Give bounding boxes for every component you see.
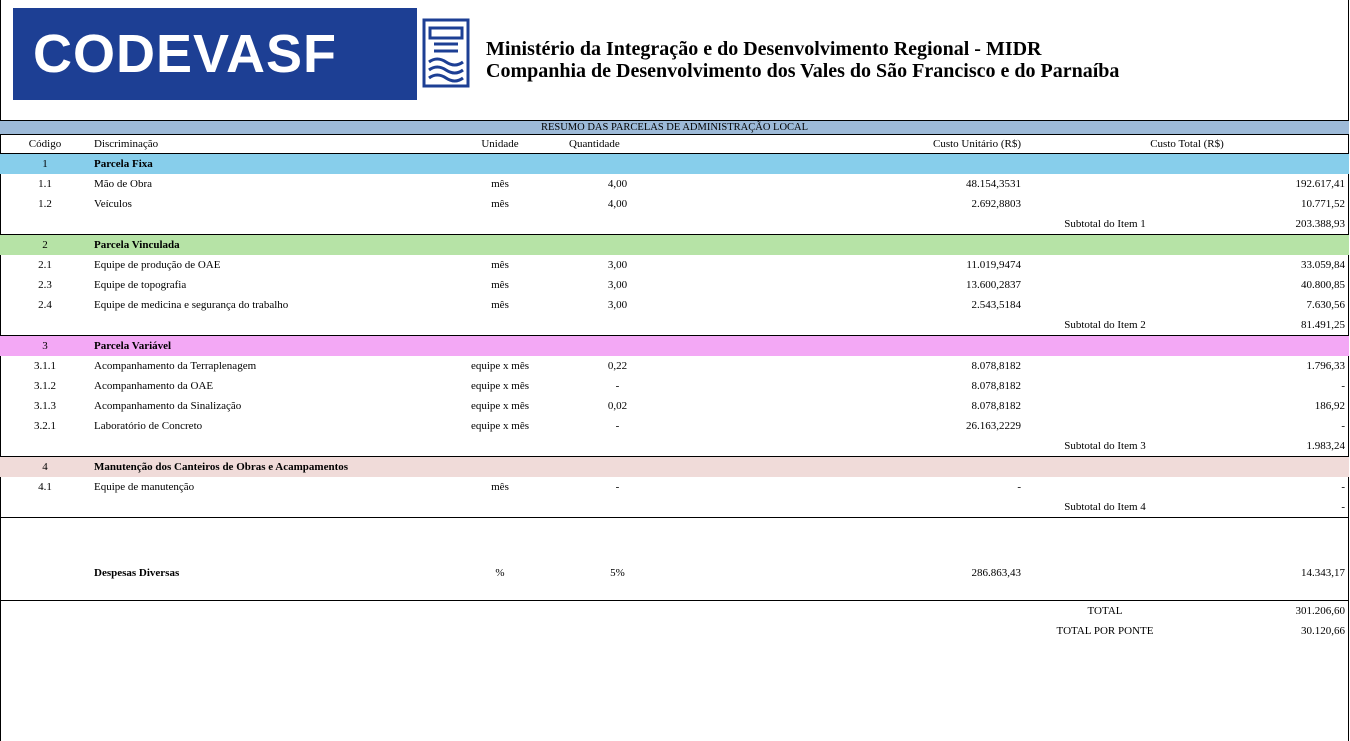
- item-unit-cost: 2.543,5184: [971, 299, 1021, 311]
- col-header-unit: Unidade: [435, 135, 565, 154]
- empty-cell: [1025, 356, 1185, 376]
- item-description: Equipe de manutenção: [94, 481, 195, 493]
- item-code: 1.2: [38, 198, 52, 210]
- item-unit-cost: 8.078,8182: [971, 380, 1021, 392]
- item-description: Equipe de medicina e segurança do trabalho: [94, 299, 289, 311]
- item-quantity: -: [615, 420, 620, 432]
- section-code: 2: [0, 235, 90, 256]
- table-row: [0, 416, 1349, 436]
- item-unit-cost: 13.600,2837: [966, 279, 1021, 291]
- col-header-code: Código: [0, 135, 90, 154]
- empty-cell: [0, 601, 1025, 622]
- col-header-quantity: Quantidade: [565, 135, 670, 154]
- item-description: Mão de Obra: [94, 178, 153, 190]
- item-unit: mês: [491, 178, 509, 190]
- item-total: 33.059,84: [1301, 259, 1346, 271]
- total-per-bridge-value: 30.120,66: [1301, 625, 1346, 637]
- item-code: 3.2.1: [34, 420, 56, 432]
- section-code: 4: [0, 457, 90, 478]
- item-unit: equipe x mês: [470, 420, 530, 432]
- item-unit-cost: 8.078,8182: [971, 400, 1021, 412]
- expenses-unit: %: [495, 567, 505, 579]
- expenses-total: 14.343,17: [1301, 567, 1346, 579]
- total-per-bridge-label: TOTAL POR PONTE: [1056, 625, 1154, 637]
- empty-cell: [1025, 416, 1185, 436]
- item-code: 2.3: [38, 279, 52, 291]
- item-quantity: 3,00: [607, 279, 628, 291]
- item-unit: mês: [491, 279, 509, 291]
- item-quantity: -: [615, 380, 620, 392]
- empty-cell: [0, 621, 1025, 641]
- item-unit: mês: [491, 299, 509, 311]
- item-code: 1.1: [38, 178, 52, 190]
- section-header-row: [0, 235, 1349, 256]
- table-title-row: [0, 121, 1349, 135]
- col-header-unit-cost: Custo Unitário (R$): [670, 135, 1025, 154]
- empty-cell: [0, 436, 1025, 457]
- item-description: Acompanhamento da Terraplenagem: [94, 360, 257, 372]
- company-title: Companhia de Desenvolvimento dos Vales do São Francisco e do Parnaíba: [486, 60, 1120, 82]
- table-row: [0, 295, 1349, 315]
- item-unit: equipe x mês: [470, 400, 530, 412]
- subtotal-row: [0, 497, 1349, 518]
- item-total: 1.796,33: [1306, 360, 1346, 372]
- col-header-total-cost: Custo Total (R$): [1025, 135, 1349, 154]
- item-description: Acompanhamento da OAE: [94, 380, 214, 392]
- col-header-description: Discriminação: [90, 135, 435, 154]
- item-quantity: 0,22: [607, 360, 628, 372]
- table-title: RESUMO DAS PARCELAS DE ADMINISTRAÇÃO LOCAL: [0, 121, 1349, 135]
- expenses-description: Despesas Diversas: [94, 567, 180, 579]
- total-per-bridge-row: [0, 621, 1349, 641]
- item-quantity: 4,00: [607, 198, 628, 210]
- table-row: [0, 255, 1349, 275]
- item-description: Acompanhamento da Sinalização: [94, 400, 242, 412]
- table-row: [0, 376, 1349, 396]
- empty-cell: [0, 214, 1025, 235]
- empty-cell: [1025, 255, 1185, 275]
- table-row: [0, 174, 1349, 194]
- item-unit: equipe x mês: [470, 360, 530, 372]
- column-header-row: [0, 135, 1349, 154]
- item-unit-cost: 2.692,8803: [971, 198, 1021, 210]
- item-total: 186,92: [1314, 400, 1346, 412]
- item-description: Laboratório de Concreto: [94, 420, 203, 432]
- subtotal-row: [0, 214, 1349, 235]
- empty-cell: [0, 315, 1025, 336]
- expenses-quantity: 5%: [610, 567, 625, 579]
- item-total: 40.800,85: [1301, 279, 1346, 291]
- ministry-title: Ministério da Integração e do Desenvolvimento Regional - MIDR: [486, 38, 1042, 60]
- item-quantity: 0,02: [607, 400, 628, 412]
- table-row: [0, 356, 1349, 376]
- item-code: 2.1: [38, 259, 52, 271]
- empty-cell: [1025, 295, 1185, 315]
- summary-table: [0, 120, 1349, 641]
- empty-cell: [1025, 396, 1185, 416]
- empty-cell: [1025, 275, 1185, 295]
- empty-cell: [1025, 174, 1185, 194]
- item-total: 7.630,56: [1306, 299, 1346, 311]
- subtotal-label: Subtotal do Item 2: [1064, 319, 1146, 331]
- section-name: Parcela Fixa: [90, 154, 1349, 175]
- empty-cell: [1025, 194, 1185, 214]
- logo-emblem-icon: [417, 8, 475, 100]
- item-total: -: [1341, 481, 1346, 493]
- section-header-row: [0, 336, 1349, 357]
- empty-cell: [1025, 477, 1185, 497]
- section-code: 1: [0, 154, 90, 175]
- item-total: -: [1341, 420, 1346, 432]
- subtotal-row: [0, 436, 1349, 457]
- item-unit: mês: [491, 481, 509, 493]
- subtotal-value: 1.983,24: [1306, 440, 1346, 452]
- empty-cell: [0, 497, 1025, 518]
- item-description: Equipe de topografia: [94, 279, 187, 291]
- item-unit: mês: [491, 198, 509, 210]
- subtotal-value: -: [1341, 501, 1346, 513]
- item-code: 2.4: [38, 299, 52, 311]
- subtotal-value: 203.388,93: [1295, 218, 1346, 230]
- expenses-base-value: 286.863,43: [971, 567, 1021, 579]
- item-code: 3.1.1: [34, 360, 56, 372]
- subtotal-value: 81.491,25: [1301, 319, 1346, 331]
- subtotal-label: Subtotal do Item 4: [1064, 501, 1146, 513]
- section-name: Manutenção dos Canteiros de Obras e Acampamentos: [90, 457, 1349, 478]
- logo-wordmark: CODEVASF: [33, 24, 338, 84]
- item-quantity: 3,00: [607, 259, 628, 271]
- table-row: [0, 194, 1349, 214]
- table-row: [0, 275, 1349, 295]
- section-name: Parcela Vinculada: [90, 235, 1349, 256]
- item-unit-cost: 48.154,3531: [966, 178, 1021, 190]
- item-unit-cost: -: [1017, 481, 1021, 493]
- item-total: 10.771,52: [1301, 198, 1346, 210]
- subtotal-label: Subtotal do Item 1: [1064, 218, 1146, 230]
- total-label: TOTAL: [1025, 601, 1185, 622]
- empty-cell: [1025, 546, 1185, 601]
- empty-cell: [1025, 376, 1185, 396]
- section-header-row: [0, 457, 1349, 478]
- item-total: 192.617,41: [1295, 178, 1346, 190]
- codevasf-logo: [13, 8, 475, 100]
- item-code: 3.1.2: [34, 380, 56, 392]
- section-code: 3: [0, 336, 90, 357]
- item-quantity: 3,00: [607, 299, 628, 311]
- item-unit: equipe x mês: [470, 380, 530, 392]
- empty-cell: [0, 546, 90, 601]
- item-unit-cost: 8.078,8182: [971, 360, 1021, 372]
- subtotal-row: [0, 315, 1349, 336]
- subtotal-label: Subtotal do Item 3: [1064, 440, 1146, 452]
- section-name: Parcela Variável: [90, 336, 1349, 357]
- item-description: Equipe de produção de OAE: [94, 259, 221, 271]
- total-row: [0, 601, 1349, 622]
- item-code: 4.1: [38, 481, 52, 493]
- item-unit: mês: [491, 259, 509, 271]
- item-description: Veículos: [94, 198, 132, 210]
- expenses-row: [0, 546, 1349, 601]
- item-unit-cost: 26.163,2229: [966, 420, 1021, 432]
- total-value: 301.206,60: [1185, 601, 1349, 622]
- item-code: 3.1.3: [34, 400, 56, 412]
- section-header-row: [0, 154, 1349, 175]
- table-row: [0, 396, 1349, 416]
- item-total: -: [1341, 380, 1346, 392]
- spacer-row: [0, 518, 1349, 547]
- item-unit-cost: 11.019,9474: [966, 259, 1021, 271]
- empty-cell: [0, 518, 1349, 547]
- item-quantity: 4,00: [607, 178, 628, 190]
- item-quantity: -: [615, 481, 620, 493]
- table-row: [0, 477, 1349, 497]
